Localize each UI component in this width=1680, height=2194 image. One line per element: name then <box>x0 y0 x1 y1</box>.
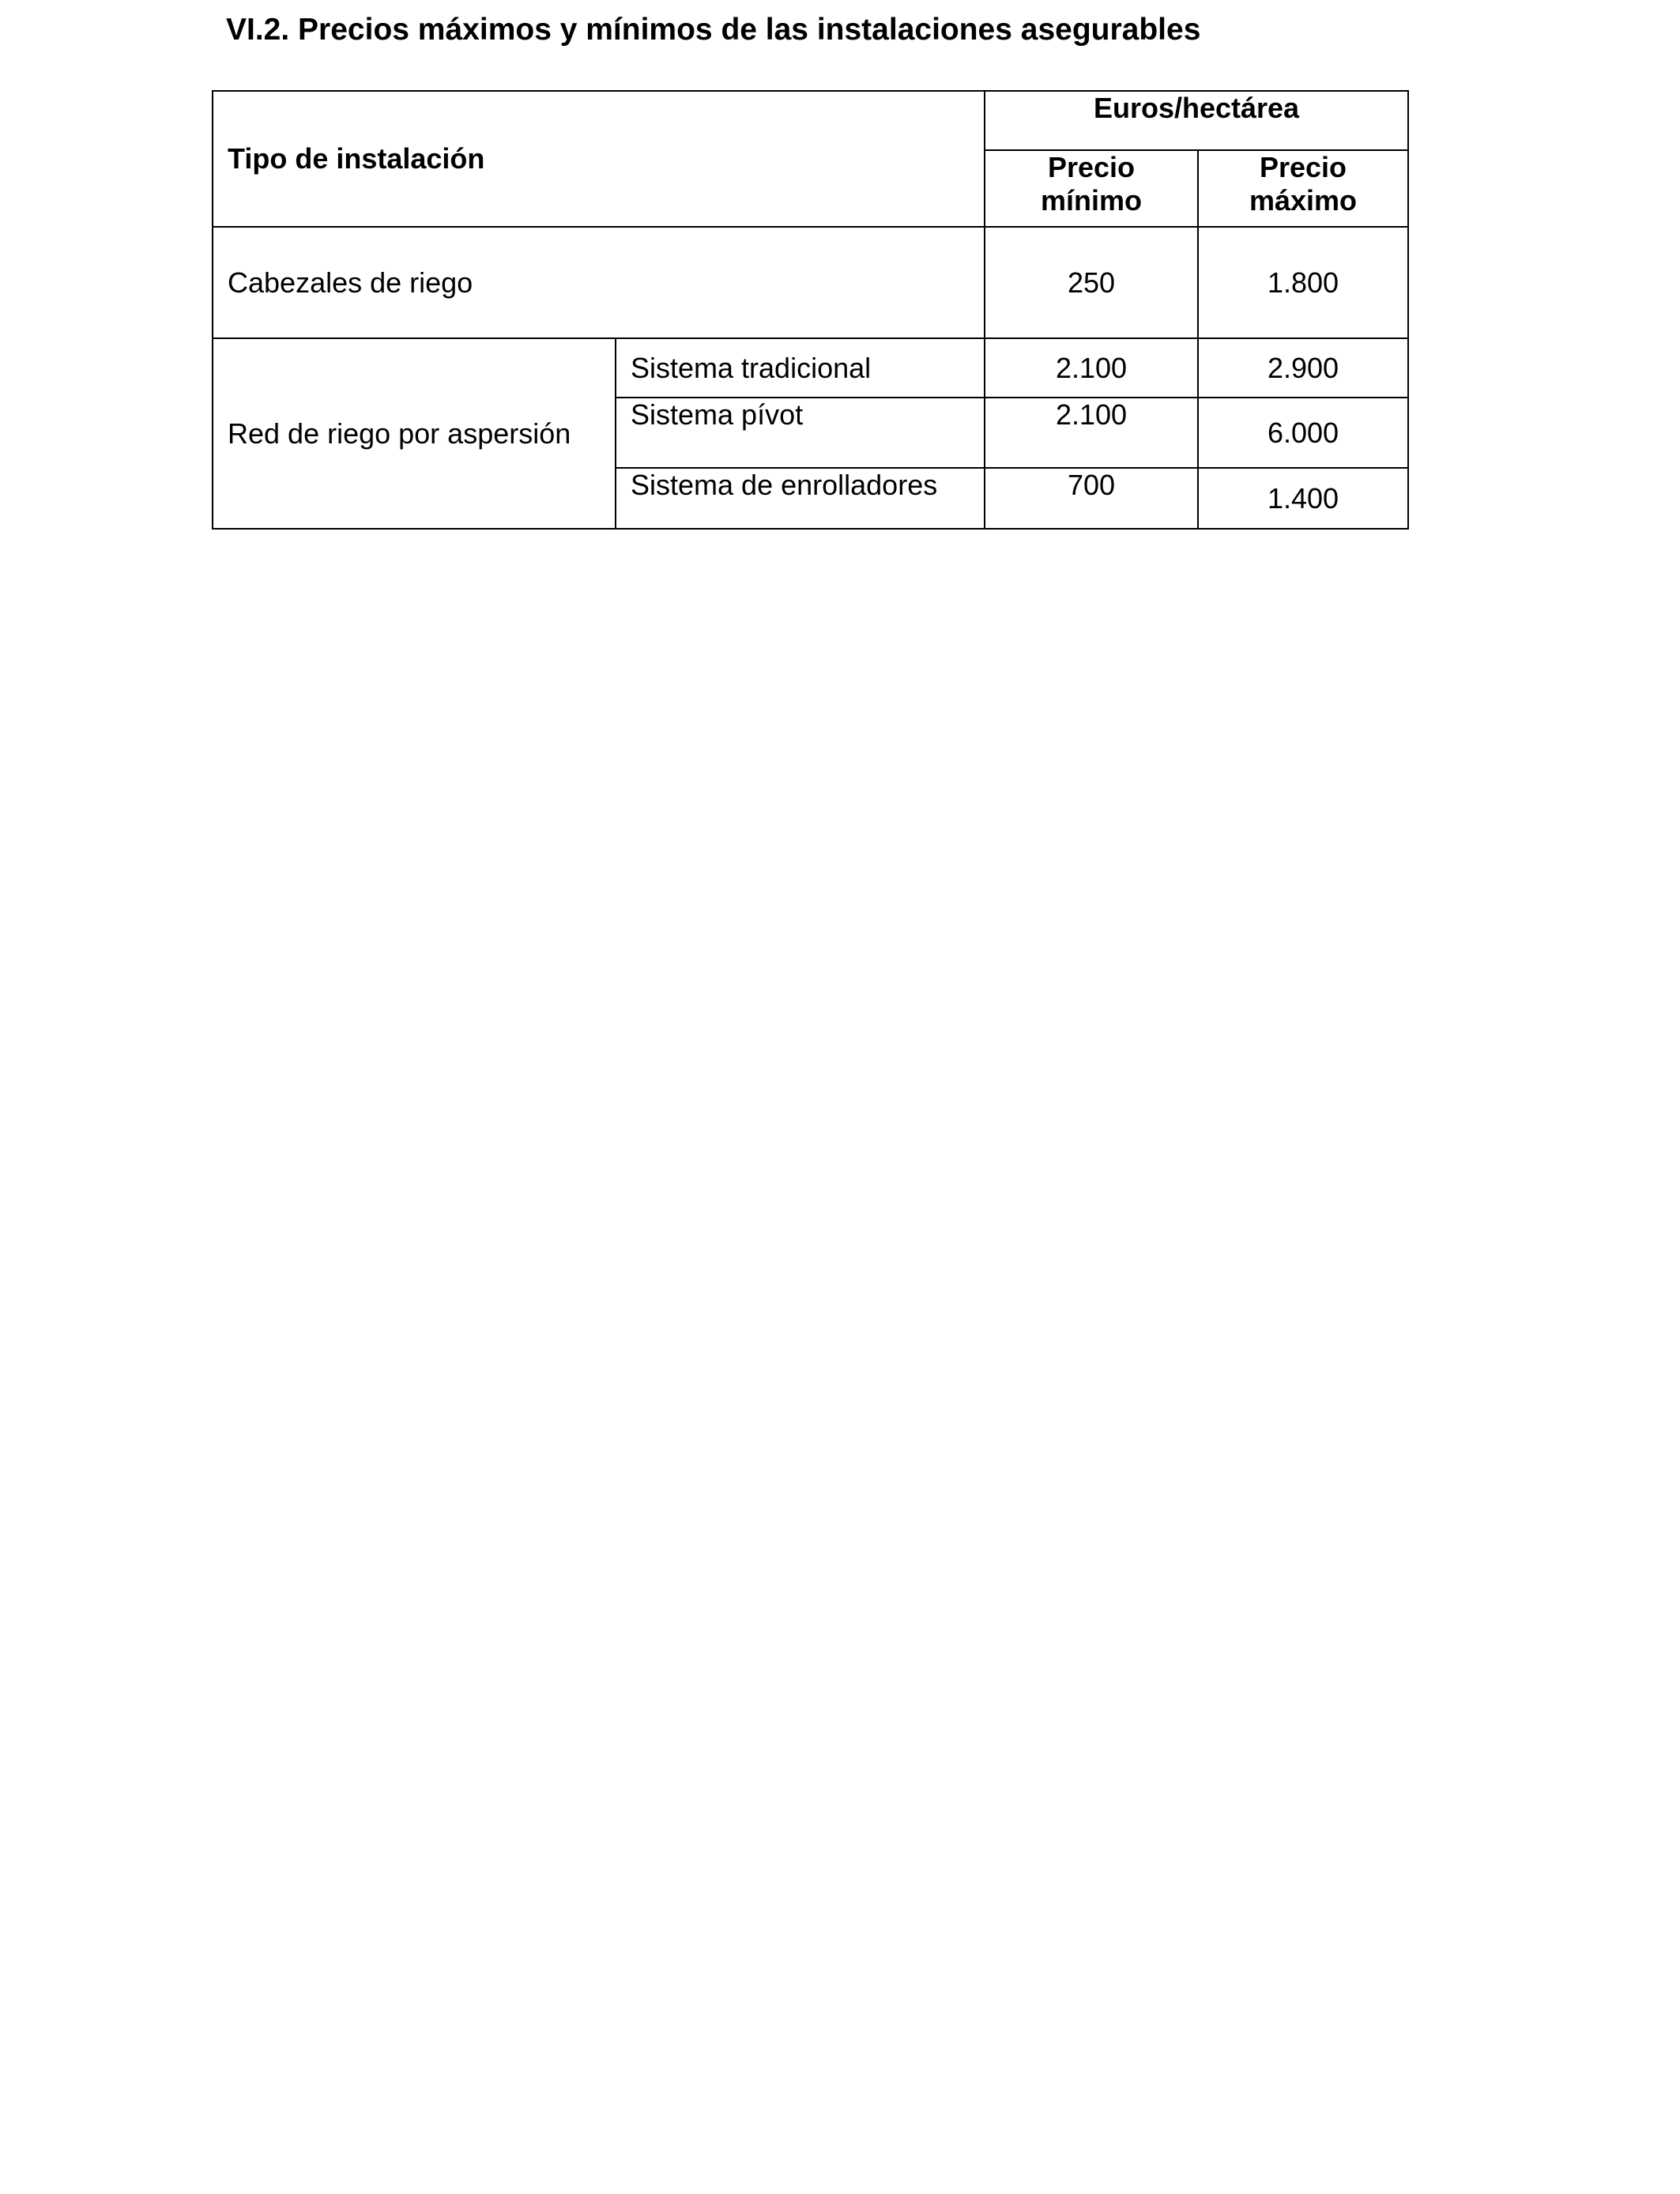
cell-min-price-pivot: 2.100 <box>985 398 1198 468</box>
cell-min-price-enrolladores: 700 <box>985 468 1198 529</box>
cell-min-price-cabezales: 250 <box>985 227 1198 338</box>
cell-subsystem-enrolladores: Sistema de enrolladores <box>616 468 985 529</box>
price-table <box>212 90 1409 530</box>
cell-max-price-cabezales: 1.800 <box>1198 227 1408 338</box>
cell-max-price-tradicional: 2.900 <box>1198 338 1408 398</box>
page-title: VI.2. Precios máximos y mínimos de las instalaciones asegurables <box>226 13 1201 47</box>
header-min-price-line2: mínimo <box>1040 184 1142 217</box>
header-min-price-line1: Precio <box>1047 151 1136 183</box>
header-max-price-line1: Precio <box>1259 151 1347 183</box>
cell-max-price-pivot: 6.000 <box>1198 398 1408 468</box>
header-row-top <box>213 91 1408 150</box>
cell-subsystem-tradicional: Sistema tradicional <box>616 338 985 398</box>
header-installation-type: Tipo de instalación <box>213 91 985 227</box>
cell-category-red-riego: Red de riego por aspersión <box>213 338 616 529</box>
header-max-price <box>1198 150 1408 227</box>
header-euros-per-hectare: Euros/hectárea <box>985 91 1408 150</box>
table-row-cabezales <box>213 227 1408 338</box>
cell-subsystem-pivot: Sistema pívot <box>616 398 985 468</box>
cell-category-cabezales: Cabezales de riego <box>213 227 985 338</box>
cell-max-price-enrolladores: 1.400 <box>1198 468 1408 529</box>
table-row-sistema-tradicional <box>213 338 1408 398</box>
header-max-price-line2: máximo <box>1249 184 1358 217</box>
cell-min-price-tradicional: 2.100 <box>985 338 1198 398</box>
header-min-price <box>985 150 1198 227</box>
